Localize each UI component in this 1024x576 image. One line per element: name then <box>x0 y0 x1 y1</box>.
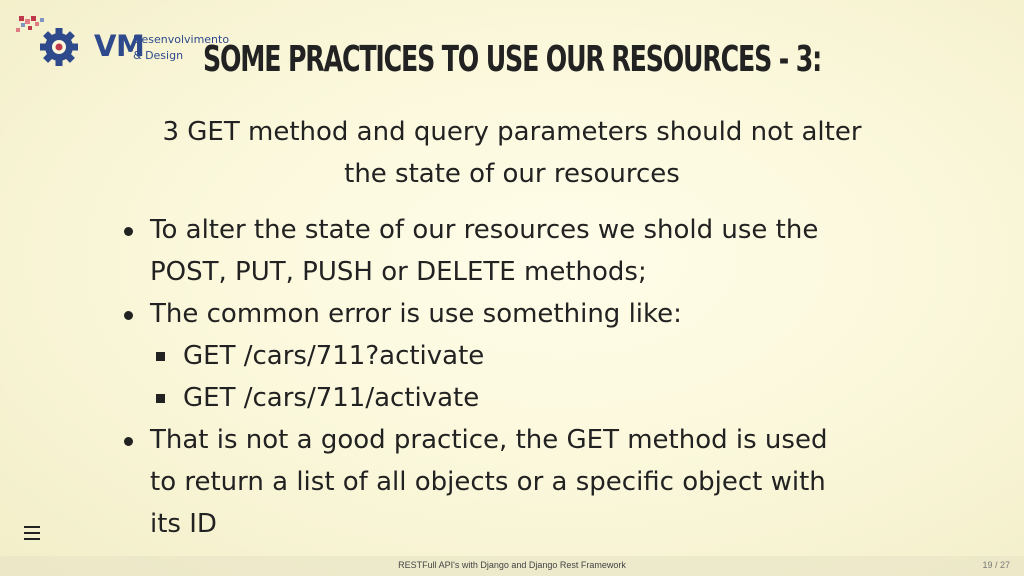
slide-title: SOME PRACTICES TO USE OUR RESOURCES - 3: <box>202 39 822 80</box>
logo-tagline-line1: Desenvolvimento <box>133 33 230 46</box>
bullet-item <box>150 293 910 419</box>
hamburger-menu-icon[interactable] <box>24 526 40 540</box>
presentation-title: RESTFull API's with Django and Django Rest Framework <box>398 560 626 570</box>
menu-bar <box>24 538 40 540</box>
bullet-text-line: That is not a good practice, the GET method is used <box>150 425 828 455</box>
bullet-text-line: to return a list of all objects or a specific object with <box>150 467 826 497</box>
bullet-item <box>150 209 910 293</box>
bullet-list <box>150 209 910 545</box>
subtitle-line-1: 3 GET method and query parameters should not alter <box>162 117 862 147</box>
bullet-text-line: its ID <box>150 509 217 539</box>
bullet-dot-icon <box>124 311 133 320</box>
bullet-text-line: POST, PUT, PUSH or DELETE methods; <box>150 257 647 287</box>
slide-subtitle <box>112 111 912 195</box>
sub-bullet-text: GET /cars/711/activate <box>183 383 480 413</box>
sub-bullet-item <box>150 335 910 377</box>
menu-bar <box>24 532 40 534</box>
bullet-dot-icon <box>124 437 133 446</box>
logo-mark: VM <box>94 29 145 63</box>
bullet-dot-icon <box>124 227 133 236</box>
square-bullet-icon <box>156 394 165 403</box>
bullet-text-line: To alter the state of our resources we shold use the <box>150 215 819 245</box>
square-bullet-icon <box>156 352 165 361</box>
slide-number: 19 / 27 <box>982 560 1010 570</box>
sub-bullet-list <box>150 335 910 419</box>
bullet-item <box>150 419 910 545</box>
logo-tagline-line2: & Design <box>133 49 184 62</box>
slide-footer <box>0 556 1024 576</box>
menu-bar <box>24 526 40 528</box>
sub-bullet-item <box>150 377 910 419</box>
bullet-text-line: The common error is use something like: <box>150 299 682 329</box>
subtitle-line-2: the state of our resources <box>344 159 680 189</box>
sub-bullet-text: GET /cars/711?activate <box>183 341 485 371</box>
gear-logo-icon <box>16 14 96 70</box>
